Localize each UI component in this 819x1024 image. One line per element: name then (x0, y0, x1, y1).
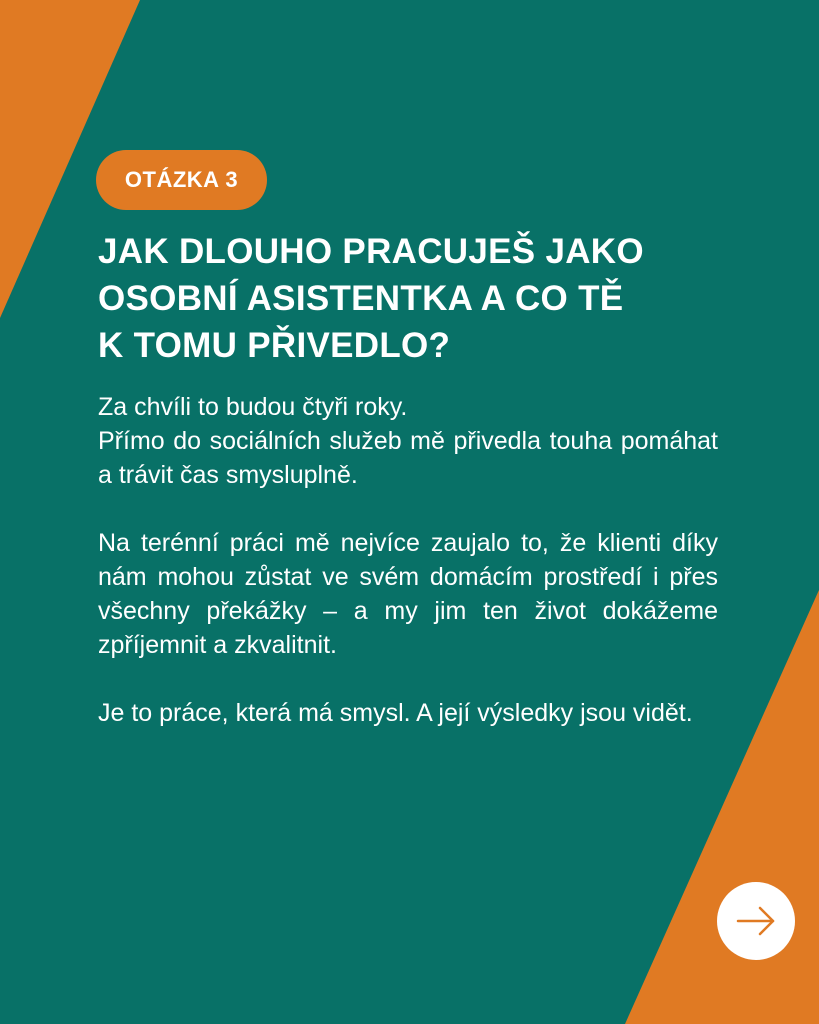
question-heading (98, 228, 718, 369)
question-line: JAK DLOUHO PRACUJEŠ JAKO (98, 232, 644, 271)
next-button[interactable] (717, 882, 795, 960)
question-line: OSOBNÍ ASISTENTKA A CO TĚ (98, 279, 624, 318)
answer-paragraph: Na terénní práci mě nejvíce zaujalo to, že klienti díky nám mohou zůstat ve svém domácím prostředí i přes všechny překážky – a my jim ten život dokážeme zpříjemnit a zkvalitnit. (98, 529, 718, 659)
question-badge: OTÁZKA 3 (96, 150, 267, 210)
answer-paragraph: Přímo do sociálních služeb mě přivedla touha pomáhat a trávit čas smysluplně. (98, 427, 718, 489)
answer-paragraph: Je to práce, která má smysl. A její výsledky jsou vidět. (98, 699, 693, 727)
answer-paragraph: Za chvíli to budou čtyři roky. (98, 393, 408, 421)
answer-text (98, 390, 718, 764)
question-line: K TOMU PŘIVEDLO? (98, 326, 451, 365)
arrow-right-icon (732, 897, 780, 945)
